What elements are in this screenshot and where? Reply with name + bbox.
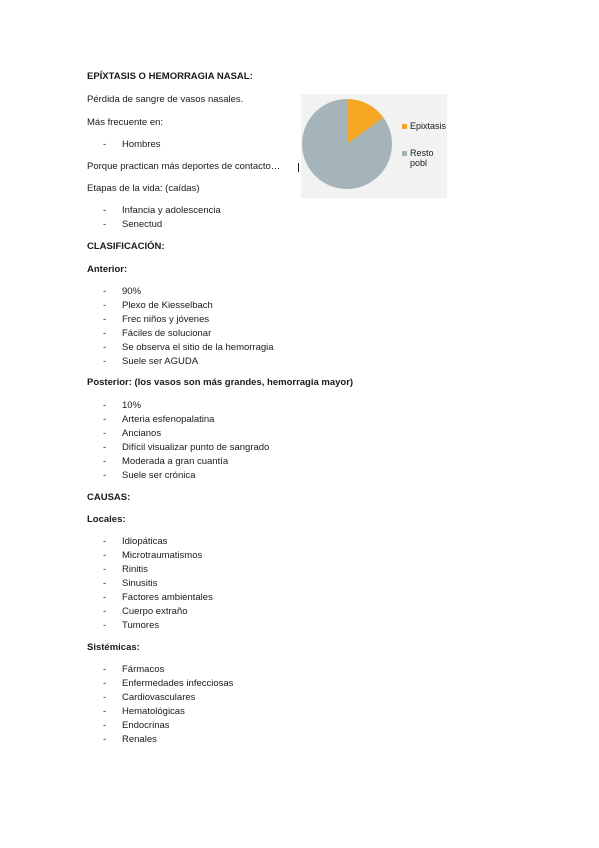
list-item-text: Endocrinas — [122, 720, 170, 731]
legend-swatch — [402, 124, 407, 129]
list-marker: - — [103, 205, 107, 216]
list-item-text: Ancianos — [122, 428, 162, 439]
sistemicas-label: Sistémicas: — [87, 642, 140, 653]
list-marker: - — [103, 219, 107, 230]
list-marker: - — [103, 706, 107, 717]
list-marker: - — [103, 356, 107, 367]
causas-heading: CAUSAS: — [87, 492, 131, 503]
list-marker: - — [103, 578, 107, 589]
intro-life-stages: Etapas de la vida: (caídas) — [87, 183, 200, 194]
list-item-text: Infancia y adolescencia — [122, 205, 221, 216]
list-marker: - — [103, 428, 107, 439]
list-marker: - — [103, 442, 107, 453]
list-item-text: Microtraumatismos — [122, 550, 203, 561]
intro-frequency: Más frecuente en: — [87, 117, 164, 128]
list-item-text: Fáciles de solucionar — [122, 328, 212, 339]
list-marker: - — [103, 456, 107, 467]
posterior-label: Posterior: (los vasos son más grandes, hemorragia mayor) — [87, 377, 354, 388]
list-item-text: 90% — [122, 286, 142, 297]
document-title: EPÍXTASIS O HEMORRAGIA NASAL: — [87, 71, 253, 82]
anterior-label: Anterior: — [87, 264, 128, 275]
list-item-text: Suele ser crónica — [122, 470, 196, 481]
list-item-text: Cuerpo extraño — [122, 606, 188, 617]
pie-chart — [301, 94, 447, 198]
list-item-text: Difícil visualizar punto de sangrado — [122, 442, 270, 453]
list-marker: - — [103, 606, 107, 617]
list-marker: - — [103, 592, 107, 603]
list-marker: - — [103, 328, 107, 339]
list-marker: - — [103, 300, 107, 311]
list-marker: - — [103, 550, 107, 561]
locales-label: Locales: — [87, 514, 126, 525]
list-item-text: Enfermedades infecciosas — [122, 678, 234, 689]
list-item-text: Suele ser AGUDA — [122, 356, 199, 367]
list-item-text: Cardiovasculares — [122, 692, 196, 703]
list-item-text: Frec niños y jóvenes — [122, 314, 210, 325]
list-marker: - — [103, 564, 107, 575]
legend-swatch — [402, 151, 407, 156]
list-item-text: Tumores — [122, 620, 160, 631]
pie-chart-svg — [301, 94, 447, 198]
list-item-text: Plexo de Kiesselbach — [122, 300, 213, 311]
list-marker: - — [103, 400, 107, 411]
text-cursor-mark — [298, 163, 299, 172]
list-item-text: Se observa el sitio de la hemorragia — [122, 342, 274, 353]
list-item-text: Arteria esfenopalatina — [122, 414, 215, 425]
list-item-text: Fármacos — [122, 664, 165, 675]
legend-label: Epixtasis — [410, 121, 447, 131]
list-marker: - — [103, 139, 107, 150]
list-marker: - — [103, 620, 107, 631]
list-marker: - — [103, 286, 107, 297]
list-marker: - — [103, 720, 107, 731]
list-item-text: Moderada a gran cuantía — [122, 456, 229, 467]
list-item-text: 10% — [122, 400, 142, 411]
list-marker: - — [103, 342, 107, 353]
list-item-text: Rinitis — [122, 564, 148, 575]
list-item-text: Factores ambientales — [122, 592, 213, 603]
list-item-text: Idiopáticas — [122, 536, 168, 547]
list-marker: - — [103, 664, 107, 675]
list-marker: - — [103, 470, 107, 481]
list-item-text: Renales — [122, 734, 157, 745]
legend-label: Resto pobl — [410, 148, 434, 168]
list-marker: - — [103, 734, 107, 745]
intro-definition: Pérdida de sangre de vasos nasales. — [87, 94, 244, 105]
list-item-text: Sinusitis — [122, 578, 158, 589]
list-marker: - — [103, 536, 107, 547]
list-item-text: Hombres — [122, 139, 161, 150]
intro-reason: Porque practican más deportes de contacto… — [87, 161, 281, 172]
list-marker: - — [103, 678, 107, 689]
list-marker: - — [103, 692, 107, 703]
list-marker: - — [103, 414, 107, 425]
clasificacion-heading: CLASIFICACIÓN: — [87, 241, 165, 252]
list-item-text: Hematológicas — [122, 706, 185, 717]
list-item-text: Senectud — [122, 219, 163, 230]
list-marker: - — [103, 314, 107, 325]
